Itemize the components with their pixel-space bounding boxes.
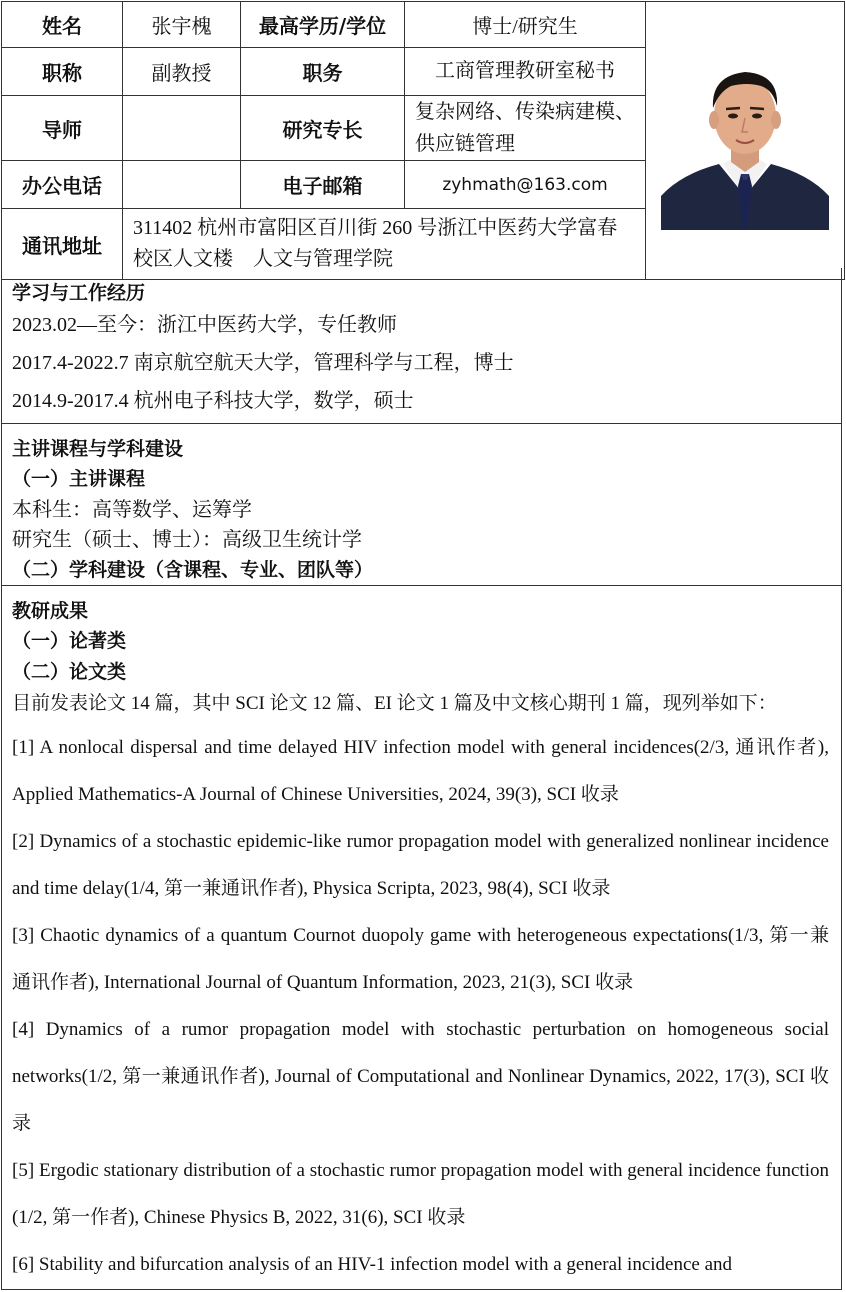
research-value-line2: 供应链管理 <box>415 133 515 155</box>
address-line1: 311402 杭州市富阳区百川街 260 号浙江中医药大学富春 <box>133 217 618 239</box>
phone-value <box>123 161 241 209</box>
courses-section <box>1 424 842 586</box>
graduate-courses: 研究生（硕士、博士）：高级卫生统计学 <box>12 529 362 551</box>
research-value-line1: 复杂网络、传染病建模、 <box>415 101 635 123</box>
address-label: 通讯地址 <box>2 209 123 280</box>
paper-item: [1] A nonlocal dispersal and time delayed HIV infection model with general incidences(2/3, 通讯作者), Applied Mathematics-A Journal of Chinese Universities, 2024, 39(3), SCI 收录 <box>12 737 829 805</box>
research-sub1: （一）论著类 <box>12 630 127 652</box>
courses-title: 主讲课程与学科建设 <box>12 438 184 460</box>
email-value: zyhmath@163.com <box>405 161 646 209</box>
title-value: 副教授 <box>123 48 241 96</box>
paper-item: [6] Stability and bifurcation analysis of an HIV-1 infection model with a general incidence and <box>12 1254 733 1275</box>
degree-label: 最高学历/学位 <box>241 2 405 48</box>
experience-item: 2017.4-2022.7 南京航空航天大学，管理科学与工程，博士 <box>12 352 514 374</box>
undergrad-courses: 本科生：高等数学、运筹学 <box>12 499 252 521</box>
experience-title: 学习与工作经历 <box>12 282 146 304</box>
paper-item: [2] Dynamics of a stochastic epidemic-like rumor propagation model with generalized nonlinear incidence and time delay(1/4, 第一兼通讯作者), Physica Scripta, 2023, 98(4), SCI 收录 <box>12 831 829 899</box>
advisor-value <box>123 96 241 161</box>
research-summary: 目前发表论文 14 篇，其中 SCI 论文 12 篇、EI 论文 1 篇及中文核心期刊 1 篇，现列举如下： <box>12 693 777 714</box>
name-value: 张宇槐 <box>123 2 241 48</box>
paper-item: [3] Chaotic dynamics of a quantum Cournot duopoly game with heterogeneous expectations(1/3, 第一兼通讯作者), International Journal of Quantum Information, 2023, 21(3), SCI 收录 <box>12 925 829 993</box>
advisor-label: 导师 <box>2 96 123 161</box>
experience-item: 2014.9-2017.4 杭州电子科技大学，数学，硕士 <box>12 390 414 412</box>
paper-item: [5] Ergodic stationary distribution of a stochastic rumor propagation model with general incidence function (1/2, 第一作者), Chinese Physics B, 2022, 31(6), SCI 收录 <box>12 1160 829 1228</box>
research-title: 教研成果 <box>12 600 89 622</box>
photo-cell <box>646 2 845 280</box>
title-label: 职称 <box>2 48 123 96</box>
experience-item: 2023.02—至今：浙江中医药大学，专任教师 <box>12 314 397 336</box>
research-sub2: （二）论文类 <box>12 661 127 683</box>
position-label: 职务 <box>241 48 405 96</box>
courses-sub2: （二）学科建设（含课程、专业、团队等） <box>12 559 374 581</box>
courses-sub1: （一）主讲课程 <box>12 468 146 490</box>
position-value: 工商管理教研室秘书 <box>405 48 646 96</box>
experience-section <box>1 268 842 424</box>
email-label: 电子邮箱 <box>241 161 405 209</box>
degree-value: 博士/研究生 <box>405 2 646 48</box>
name-label: 姓名 <box>2 2 123 48</box>
research-value <box>405 96 646 161</box>
research-label: 研究专长 <box>241 96 405 161</box>
research-section <box>1 586 842 1290</box>
basic-info-table <box>1 1 845 280</box>
address-line2: 校区人文楼 人文与管理学院 <box>133 248 393 270</box>
paper-item: [4] Dynamics of a rumor propagation model with stochastic perturbation on homogeneous social networks(1/2, 第一兼通讯作者), Journal of Computational and Nonlinear Dynamics, 2022, 17(3), SCI 收录 <box>12 1019 829 1134</box>
phone-label: 办公电话 <box>2 161 123 209</box>
profile-photo <box>661 46 829 230</box>
